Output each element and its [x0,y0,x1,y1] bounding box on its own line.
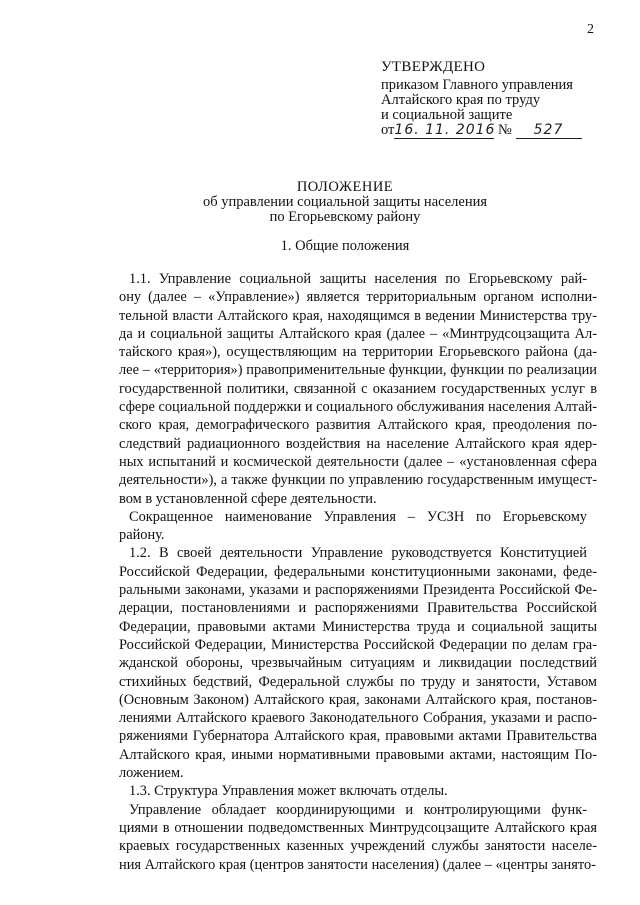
paragraph-line-text: ского края, демографического развития Алтайского края, преодоления по- [119,417,597,434]
paragraph-line [119,782,597,800]
paragraph-line-text: ряжениями Губернатора Алтайского края, правовыми актами Правительства [119,728,597,745]
paragraph-line [119,654,597,672]
paragraph-line [119,727,597,745]
page-number: 2 [587,22,594,37]
paragraph-line-text: ных испытаний и космической деятельности (далее – «установленная сфера [119,453,597,470]
approval-date-number-line [381,123,611,139]
paragraph-line-text: жданской обороны, чрезвычайным ситуациям и ликвидации последствий [119,655,597,672]
approval-line: Алтайского края по труду [381,92,541,108]
paragraph-line [119,453,597,471]
paragraph-line [119,691,597,709]
paragraph-line-text: деятельности»), а также функции по управлению государственным имущест- [119,472,597,489]
paragraph-line-text: сфере социальной поддержки и социального обслуживания населения Алтай- [119,399,598,416]
document-subtitle: по Егорьевскому району [269,209,421,225]
paragraph-line [119,581,597,599]
paragraph-line-text: ральными законами, указами и распоряжениями Президента Российской Фе- [119,582,597,599]
paragraph-line-text: Федерации, правовыми актами Министерства труда и социальной защиты [119,618,597,635]
approval-stamp [381,60,611,139]
paragraph-line [119,618,597,636]
paragraph-line-text: следствий радиационного воздействия на население Алтайского края ядер- [119,435,597,452]
paragraph-line [119,764,597,782]
paragraph-line [119,435,597,453]
paragraph-line [119,307,597,325]
paragraph-line [119,544,597,562]
paragraph-line-text: Управление обладает координирующими и контролирующими функ- [129,801,587,818]
paragraph-line-text: 1.2. В своей деятельности Управление руководствуется Конституцией [129,545,587,562]
paragraph-line [119,526,597,544]
paragraph-line [119,673,597,691]
paragraph-line [119,380,597,398]
paragraph-line [119,398,597,416]
paragraph-line-text: государственной политики, связанной с оказанием государственных услуг в [119,380,597,397]
paragraph-line [119,508,597,526]
handwritten-date: 16. 11. 2016 [394,122,496,138]
paragraph-line-text: циями в отношении подведомственных Минтрудсоцзащите Алтайского края [119,819,597,836]
approval-heading: УТВЕРЖДЕНО [381,59,486,75]
approval-line: приказом Главного управления [381,77,573,93]
paragraph-line-text: тельной власти Алтайского края, находящимся в ведении Министерства тру- [119,307,597,324]
date-prefix: от [381,122,395,138]
paragraph-line-text: стихийных бедствий, Федеральной службы по труду и занятости, Уставом [119,673,597,690]
paragraph-line-text: Алтайского края, иными нормативными правовыми актами, настоящим По- [119,746,597,763]
paragraph-line [119,288,597,306]
paragraph-line [119,801,597,819]
paragraph-line [119,837,597,855]
paragraph-line-text: да и социальной защиты Алтайского края (далее – «Минтрудсоцзащита Ал- [119,325,597,342]
paragraph-line [119,490,597,508]
paragraph-line-text: Российской Федерации, федеральными конституционными законами, феде- [119,563,597,580]
paragraph-line-text: лениями Алтайского краевого Законодательного Собрания, указами и распо- [119,710,597,727]
paragraph-line [119,746,597,764]
section-heading: 1. Общие положения [280,238,410,254]
paragraph-line [119,856,597,874]
document-subtitle: об управлении социальной защиты населения [202,194,488,210]
paragraph-line-text: ложением. [119,765,184,782]
paragraph-line-text: району. [119,527,165,544]
paragraph-line [119,819,597,837]
approval-line: и социальной защите [381,107,513,123]
paragraph-line-text: лее – «территория») правоприменительные функции, функции по реализации [119,362,597,379]
paragraph-line-text: вом в установленной сфере деятельности. [119,490,377,507]
paragraph-line-text: дерации, постановлениями и распоряжениями Правительства Российской [119,600,597,617]
paragraph-line-text: 1.1. Управление социальной защиты населения по Егорьевскому рай- [129,271,587,287]
document-body [119,270,597,874]
document-title: ПОЛОЖЕНИЕ [296,179,394,195]
paragraph-line [119,709,597,727]
paragraph-line-text: Российской Федерации, Министерства Российской Федерации по делам гра- [119,636,597,653]
paragraph-line [119,270,597,288]
number-prefix: № [498,122,512,138]
paragraph-line [119,325,597,343]
paragraph-line [119,343,597,361]
handwritten-number: 527 [516,123,582,139]
paragraph-line-text: ону (далее – «Управление») является территориальным органом исполни- [119,289,597,306]
paragraph-line-text: тайского края»), осуществляющим на территории Егорьевского района (да- [119,344,597,361]
paragraph-line [119,416,597,434]
paragraph-line [119,471,597,489]
paragraph-line [119,361,597,379]
paragraph-line-text: 1.3. Структура Управления может включать отделы. [129,783,448,800]
paragraph-line-text: краевых государственных казенных учреждений службы занятости населе- [119,838,597,855]
paragraph-line [119,563,597,581]
paragraph-line [119,636,597,654]
paragraph-line-text: Сокращенное наименование Управления – УСЗН по Егорьевскому [129,508,587,525]
paragraph-line-text: (Основным Законом) Алтайского края, законами Алтайского края, постанов- [119,691,597,708]
document-title-block [0,180,640,225]
paragraph-line-text: ния Алтайского края (центров занятости населения) (далее – «центры занято- [119,856,596,873]
paragraph-line [119,599,597,617]
